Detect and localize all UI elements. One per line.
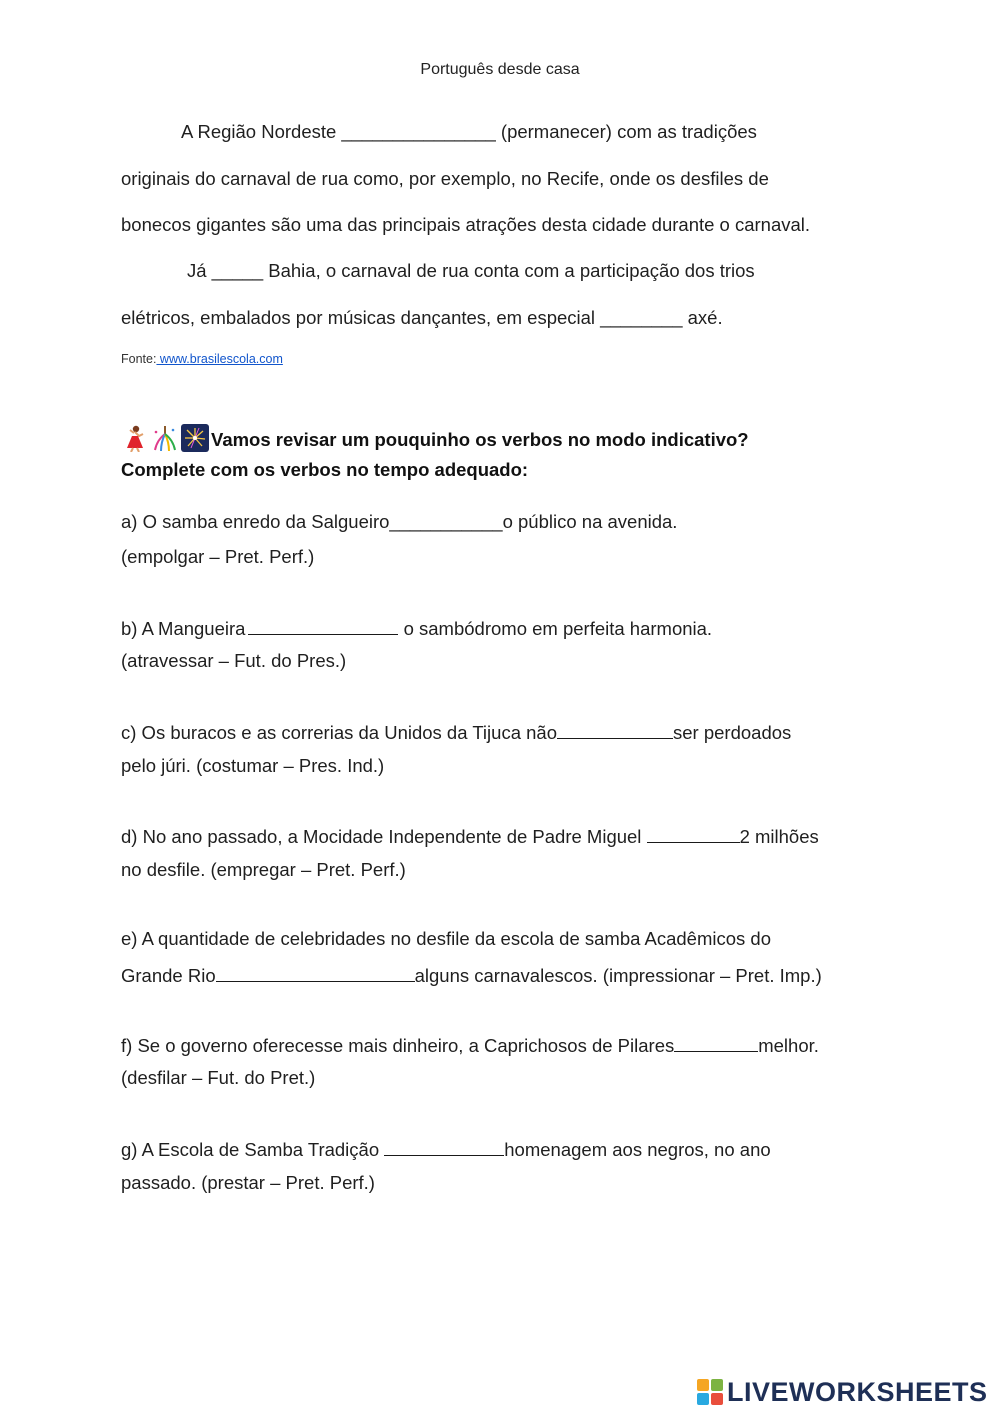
exercise-f-line-2: (desfilar – Fut. do Pret.) — [121, 1067, 316, 1088]
confetti-icon — [151, 424, 179, 452]
exercise-g-text-start: g) A Escola de Samba Tradição — [121, 1139, 385, 1160]
dancer-icon — [121, 424, 149, 452]
exercise-g-line-2: passado. (prestar – Pret. Perf.) — [121, 1172, 375, 1193]
exercise-d-text-start: d) No ano passado, a Mocidade Independente de Padre Miguel — [121, 826, 647, 847]
exercise-f-line-1 — [121, 1033, 819, 1057]
answer-blank-d[interactable] — [647, 824, 740, 843]
answer-blank-c[interactable] — [557, 720, 673, 739]
liveworksheets-logo — [697, 1374, 988, 1410]
exercise-c-line-2: pelo júri. (costumar – Pres. Ind.) — [121, 755, 385, 776]
passage-line: A Região Nordeste _______________ (permanecer) com as tradições — [181, 121, 757, 142]
passage-line: originais do carnaval de rua como, por exemplo, no Recife, onde os desfiles de — [121, 168, 769, 189]
answer-blank-b[interactable] — [248, 616, 398, 635]
exercise-b-text-end: o sambódromo em perfeita harmonia. — [398, 618, 713, 639]
answer-blank-f[interactable] — [674, 1033, 758, 1052]
page-header: Português desde casa — [420, 61, 580, 78]
exercise-b-line-2: (atravessar – Fut. do Pres.) — [121, 650, 347, 671]
source-label: Fonte: — [121, 352, 157, 366]
exercise-e-text-end: alguns carnavalescos. (impressionar – Pret. Imp.) — [414, 965, 822, 986]
exercise-d-line-1 — [121, 824, 819, 848]
exercise-f-text-end: melhor. — [758, 1035, 819, 1056]
instruction-line-1: Vamos revisar um pouquinho os verbos no modo indicativo? — [211, 429, 749, 450]
exercise-d-line-2: no desfile. (empregar – Pret. Perf.) — [121, 859, 406, 880]
exercise-a-line-2: (empolgar – Pret. Perf.) — [121, 546, 315, 567]
exercise-g-line-1 — [121, 1137, 771, 1161]
answer-blank-e[interactable] — [216, 963, 415, 982]
exercise-c-line-1 — [121, 720, 791, 744]
exercise-b-text-start: b) A Mangueira — [121, 618, 246, 639]
instruction-heading — [121, 424, 749, 452]
exercise-e-line-1: e) A quantidade de celebridades no desfile da escola de samba Acadêmicos do — [121, 928, 772, 949]
exercise-c-text-start: c) Os buracos e as correrias da Unidos da Tijuca não — [121, 722, 557, 743]
source-citation — [121, 352, 283, 366]
instruction-line-2: Complete com os verbos no tempo adequado: — [121, 459, 529, 480]
source-link[interactable]: www.brasilescola.com — [156, 352, 283, 366]
fireworks-icon — [181, 424, 209, 452]
logo-blocks-icon — [697, 1379, 723, 1405]
logo-text: LIVEWORKSHEETS — [727, 1376, 988, 1407]
passage-line: bonecos gigantes são uma das principais atrações desta cidade durante o carnaval. — [121, 214, 811, 235]
exercise-g-text-end: homenagem aos negros, no ano — [504, 1139, 771, 1160]
exercise-a-line-1: a) O samba enredo da Salgueiro___________o público na avenida. — [121, 511, 678, 532]
exercise-d-text-end: 2 milhões — [739, 826, 819, 847]
exercise-e-text-start: Grande Rio — [121, 965, 216, 986]
answer-blank-g[interactable] — [384, 1137, 504, 1156]
passage-line: elétricos, embalados por músicas dançantes, em especial ________ axé. — [121, 307, 723, 328]
passage-line: Já _____ Bahia, o carnaval de rua conta com a participação dos trios — [187, 260, 755, 281]
exercise-e-line-2 — [121, 963, 822, 987]
exercise-f-text-start: f) Se o governo oferecesse mais dinheiro, a Caprichosos de Pilares — [121, 1035, 675, 1056]
exercise-c-text-end: ser perdoados — [673, 722, 792, 743]
exercise-b-line-1 — [121, 616, 712, 640]
